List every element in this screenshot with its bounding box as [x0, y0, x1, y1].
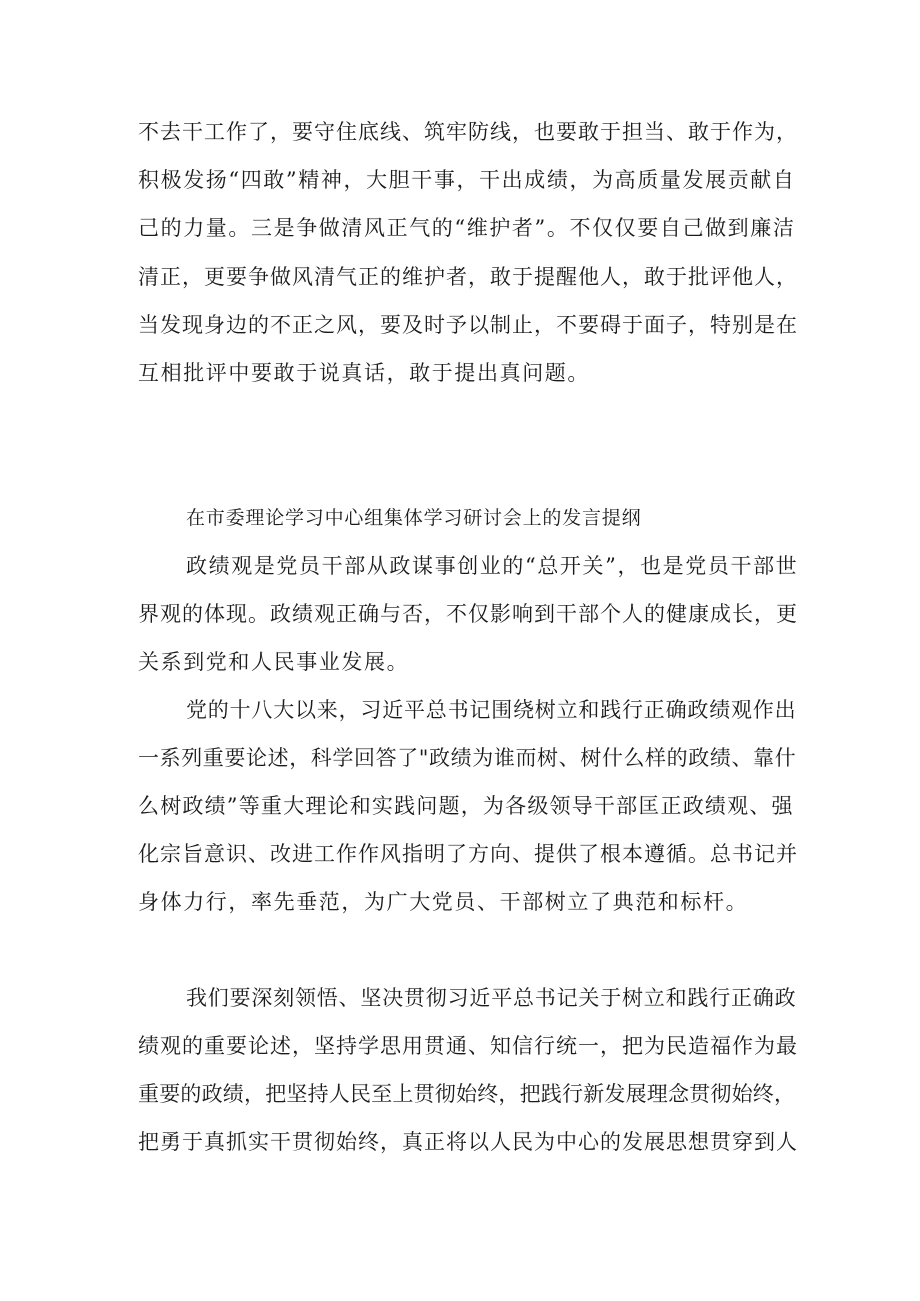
text-line: 当发现身边的不正之风，要及时予以制止，不要碍于面子，特别是在: [138, 313, 798, 337]
text-line: 界观的体现。政绩观正确与否，不仅影响到干部个人的健康成长，更: [138, 602, 798, 626]
text-line: 政绩观是党员干部从政谋事创业的“总开关”，也是党员干部世: [186, 554, 799, 578]
text-line: 绩观的重要论述，坚持学思用贯通、知信行统一，把为民造福作为最: [138, 1034, 798, 1058]
text-line: 不去干工作了，要守住底线、筑牢防线，也要敢于担当、敢于作为，: [138, 120, 798, 144]
text-line: 一系列重要论述，科学回答了"政绩为谁而树、树什么样的政绩、靠什: [138, 746, 797, 770]
text-line: 把勇于真抓实干贯彻始终，真正将以人民为中心的发展思想贯穿到人: [138, 1130, 798, 1154]
text-line: 己的力量。三是争做清风正气的“维护者”。不仅仅要自己做到廉洁: [138, 216, 796, 240]
text-line: 积极发扬“四敢”精神，大胆干事，干出成绩，为高质量发展贡献自: [138, 168, 796, 192]
text-line: 重要的政绩，把坚持人民至上贯彻始终，把践行新发展理念贯彻始终，: [138, 1082, 796, 1106]
text-line: 身体力行，率先垂范，为广大党员、干部树立了典范和标杆。: [138, 890, 749, 914]
text-line: 关系到党和人民事业发展。: [138, 650, 410, 674]
text-line: 化宗旨意识、改进工作作风指明了方向、提供了根本遵循。总书记并: [138, 842, 798, 866]
text-line: 我们要深刻领悟、坚决贯彻习近平总书记关于树立和践行正确政: [186, 986, 797, 1010]
text-line: 党的十八大以来，习近平总书记围绕树立和践行正确政绩观作出: [186, 698, 797, 722]
section-title: 在市委理论学习中心组集体学习研讨会上的发言提纲: [186, 507, 642, 529]
text-line: 么树政绩”等重大理论和实践问题，为各级领导干部匡正政绩观、强: [138, 794, 794, 818]
text-line: 互相批评中要敢于说真话，敢于提出真问题。: [138, 361, 590, 385]
text-line: 清正，更要争做风清气正的维护者，敢于提醒他人，敢于批评他人，: [138, 265, 798, 289]
